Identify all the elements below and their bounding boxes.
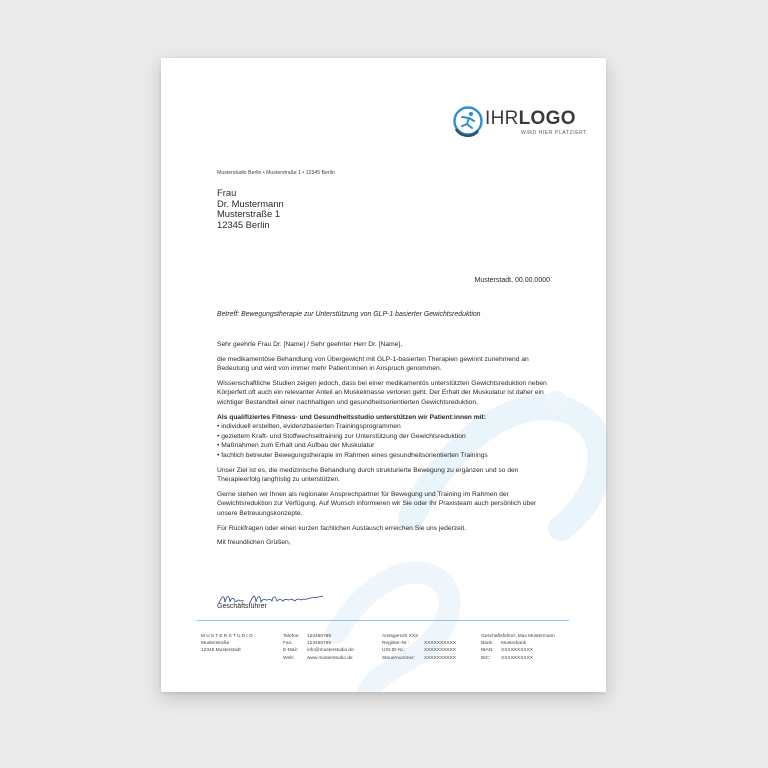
footer-city: 12345 Musterstadt: [201, 648, 241, 654]
company-logo: [452, 105, 587, 141]
list-heading: Als qualifiziertes Fitness- und Gesundheitsstudio unterstützen wir Patient:innen mit:: [217, 413, 487, 421]
service-list: [217, 422, 553, 460]
footer-label: Bank:: [481, 641, 494, 647]
paragraph: die medikamentöse Behandlung von Übergewicht mit GLP-1-basierten Therapien gewinnt zunehmend an Bedeutung und wird von immer mehr Patient:innen in Anspruch genommen.: [217, 355, 529, 373]
recipient-line: 12345 Berlin: [217, 218, 270, 230]
footer-register: [382, 633, 456, 662]
logo-tagline: WIRD HIER PLATZIERT: [521, 130, 587, 136]
footer-contact: [283, 633, 354, 662]
salutation: Sehr geehrte Frau Dr. [Name] / Sehr geehrter Herr Dr. [Name],: [217, 341, 403, 348]
footer-company: [201, 633, 254, 655]
footer-value: XXXXXXXXXX: [424, 641, 456, 647]
footer-value: info@musterstudio.de: [307, 648, 354, 654]
closing: Mit freundlichen Grüßen,: [217, 539, 291, 547]
list-item: • fachlich betreuter Bewegungstherapie im Rahmen eines gesundheitsorientierten Trainings: [217, 451, 488, 459]
footer-label: Fax:: [283, 641, 293, 647]
paragraph: Gerne stehen wir Ihnen als regionaler Ansprechpartner für Bewegung und Training im Rahmen der Gewichtsreduktion zur Verfügung. Auf Wunsch informieren wir Sie oder Ihr Praxisteam auch persönlich über unsere Betreuungskonzepte.: [217, 490, 537, 517]
footer-label: Register-Nr.:: [382, 641, 409, 647]
paragraph: Für Rückfragen oder einen kurzen fachlichen Austausch erreichen Sie uns jederzeit.: [217, 524, 467, 532]
footer-label: Steuernummer:: [382, 655, 416, 661]
letter-subject: Betreff: Bewegungstherapie zur Unterstützung von GLP-1 basierter Gewichtsreduktion: [217, 311, 481, 318]
footer-bank: [481, 633, 555, 662]
footer-label: Amtsgericht XXX: [382, 634, 419, 639]
paragraph: Unser Ziel ist es, die medizinische Behandlung durch strukturierte Bewegung zu ergänzen und so den Therapieerfolg langfristig zu unterstützen.: [217, 466, 519, 484]
list-item: • individuell erstellten, evidenzbasierten Trainingsprogrammen: [217, 423, 401, 431]
recipient-address: [217, 188, 284, 230]
footer-label: Geschäftsführer: Max Mustermann: [481, 634, 555, 639]
footer-label: E-Mail:: [283, 648, 298, 654]
footer-value: XXXXXXXXXX: [424, 655, 456, 661]
footer-label: IBAN:: [481, 648, 494, 654]
footer-divider: [197, 620, 569, 621]
footer-value: XXXXXXXXXX: [501, 648, 533, 654]
footer-value: XXXXXXXXXX: [424, 648, 456, 654]
footer-label: BIC:: [481, 655, 491, 661]
logo-wordmark: IHRLOGO: [485, 108, 576, 129]
list-item: • gezieltem Kraft- und Stoffwechseltraining zur Unterstützung der Gewichtsreduktion: [217, 432, 466, 440]
paragraph: Wissenschaftliche Studien zeigen jedoch, dass bei einer medikamentös unterstützten Gewichtsreduktion neben Körperfett oft auch ein relevanter Anteil an Muskelmasse verloren geht. Der Erhalt der Muskulatur ist daher ein wichtiger Bestandteil einer nachhaltigen und gesundheitsorientierten Gewichtsreduktion.: [217, 379, 547, 406]
signatory-role: Geschäftsführer: [217, 603, 267, 610]
footer-value: www.musterstudio.de: [307, 655, 353, 661]
letter-body: [217, 340, 553, 553]
footer-street: Musterstraße: [201, 641, 230, 647]
letter-date: Musterstadt, 00.00.0000: [474, 277, 550, 284]
footer-value: XXXXXXXXXX: [501, 655, 533, 661]
recipient-line: Dr. Mustermann: [217, 197, 284, 209]
footer-label: USt-ID-Nr.:: [382, 648, 406, 654]
logo-runner-icon: [452, 105, 484, 137]
letter-page: [161, 58, 606, 692]
footer-label: Web:: [283, 655, 295, 661]
footer-studio-name: MUSTERSTUDIO: [201, 634, 254, 639]
footer-value: 123456789: [307, 634, 332, 639]
footer-value: Musterbank: [501, 641, 527, 647]
recipient-line: Musterstraße 1: [217, 208, 281, 220]
sender-address-line: Musterstudio Berlin • Musterstraße 1 • 12345 Berlin: [217, 170, 335, 176]
list-item: • Maßnahmen zum Erhalt und Aufbau der Muskulatur: [217, 442, 375, 450]
recipient-line: Frau: [217, 187, 237, 198]
footer-label: Telefon:: [283, 634, 300, 639]
footer-value: 123456789: [307, 641, 332, 647]
